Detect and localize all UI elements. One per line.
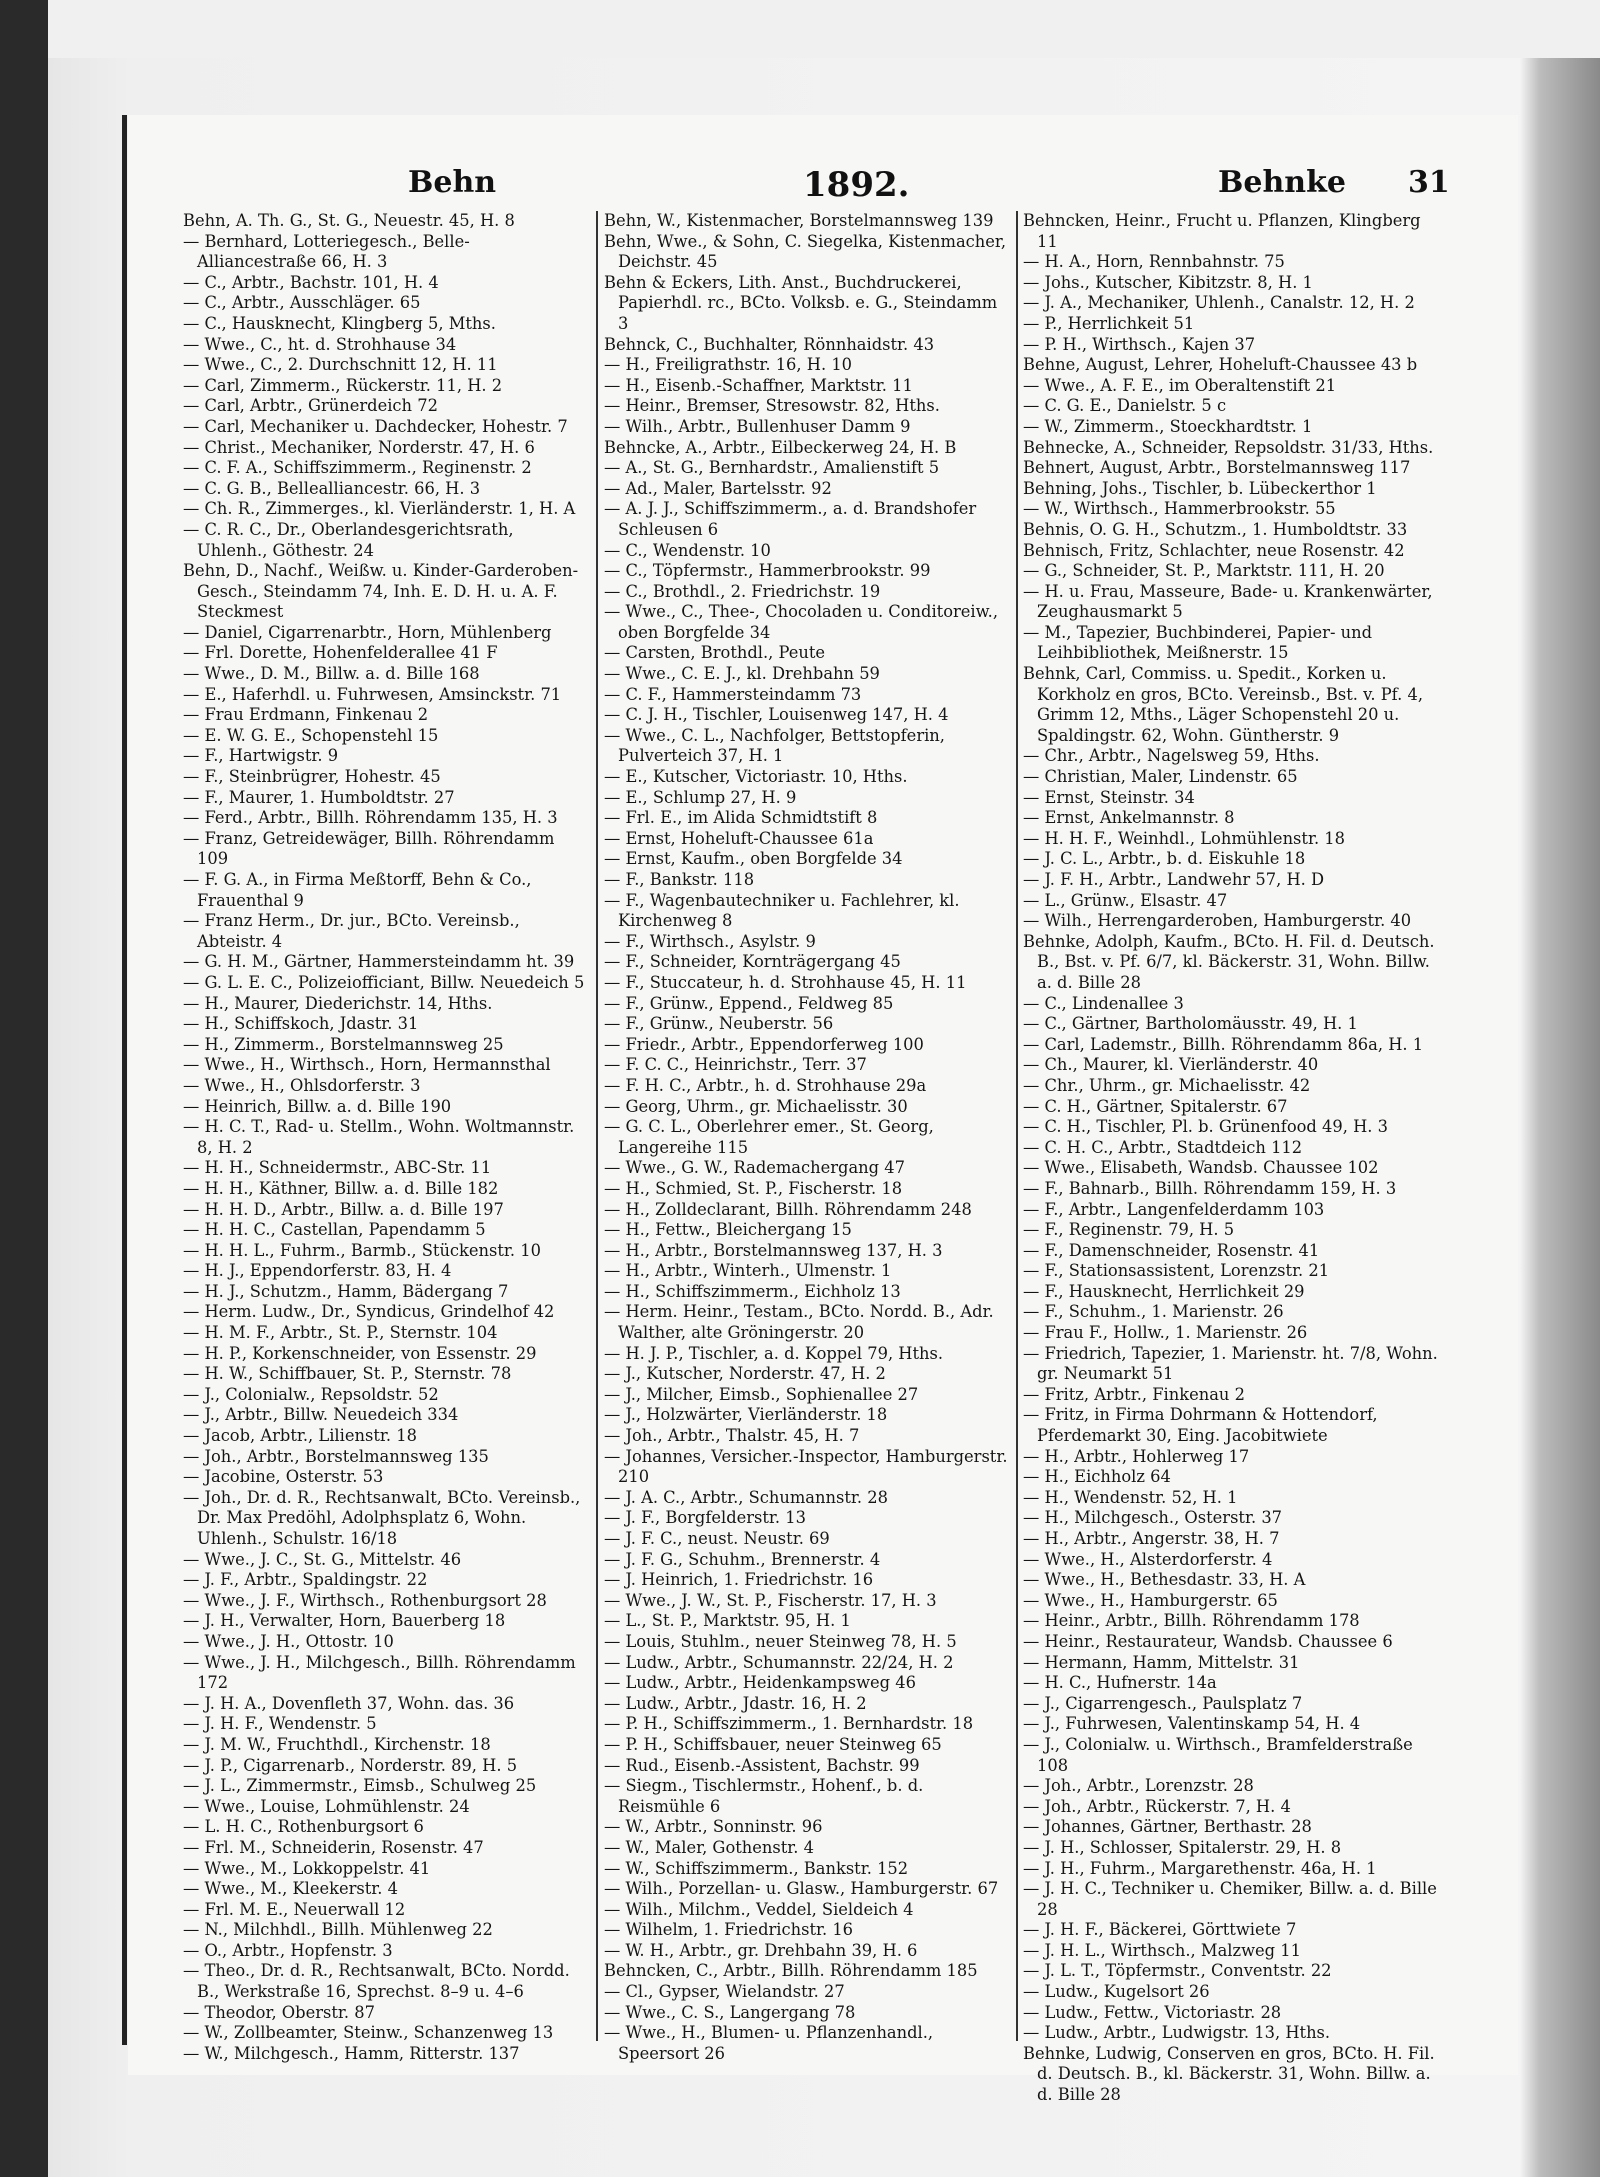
directory-entry: — Wwe., C. S., Langergang 78 <box>604 2002 856 2022</box>
directory-entry: — C., Wendenstr. 10 <box>604 540 771 560</box>
directory-entry: — J., Milcher, Eimsb., Sophienallee 27 <box>604 1384 919 1404</box>
directory-entry: — Heinrich, Billw. a. d. Bille 190 <box>183 1096 452 1116</box>
directory-entry: — Johannes, Versicher.-Inspector, Hamburgerstr. 210 <box>604 1446 1008 1487</box>
directory-entry: — C. F., Hammersteindamm 73 <box>604 684 862 704</box>
directory-entry: — Ch., Maurer, kl. Vierländerstr. 40 <box>1023 1055 1319 1075</box>
directory-entry: — Ludw., Arbtr., Heidenkampsweg 46 <box>604 1673 916 1693</box>
directory-entry: — G. C. L., Oberlehrer emer., St. Georg, Langereihe 115 <box>604 1117 934 1157</box>
directory-entry: — Wwe., A. F. E., im Oberaltenstift 21 <box>1023 375 1337 395</box>
directory-entry: — F., Wagenbautechniker u. Fachlehrer, kl. Kirchenweg 8 <box>604 890 960 931</box>
directory-entry: — H. H. D., Arbtr., Billw. a. d. Bille 197 <box>183 1199 504 1219</box>
directory-entry: — Wilh., Herrengarderoben, Hamburgerstr. 40 <box>1023 911 1412 931</box>
directory-entry: — Frl. M. E., Neuerwall 12 <box>183 1899 406 1919</box>
directory-entry: — H. P., Korkenschneider, von Essenstr. 29 <box>183 1343 537 1363</box>
directory-entry: — F., Hausknecht, Herrlichkeit 29 <box>1023 1281 1305 1301</box>
directory-entry: — Chr., Uhrm., gr. Michaelisstr. 42 <box>1023 1075 1311 1095</box>
directory-entry: — Wwe., M., Kleekerstr. 4 <box>183 1879 399 1899</box>
directory-entry: Behncke, A., Arbtr., Eilbeckerweg 24, H. B <box>604 437 957 457</box>
directory-entry: — H., Maurer, Diederichstr. 14, Hths. <box>183 993 493 1013</box>
directory-entry: — H. H., Schneidermstr., ABC-Str. 11 <box>183 1158 492 1178</box>
directory-entry: — Jacob, Arbtr., Lilienstr. 18 <box>183 1426 417 1446</box>
directory-entry: — Wilh., Porzellan- u. Glasw., Hamburgerstr. 67 <box>604 1879 999 1899</box>
directory-entry: — H., Arbtr., Winterh., Ulmenstr. 1 <box>604 1261 892 1281</box>
directory-entry: — W., Maler, Gothenstr. 4 <box>604 1837 814 1857</box>
directory-entry: — J. A., Mechaniker, Uhlenh., Canalstr. 12, H. 2 <box>1023 293 1415 313</box>
directory-entry: — Siegm., Tischlermstr., Hohenf., b. d. Reismühle 6 <box>604 1776 924 1816</box>
directory-entry: Behnk, Carl, Commiss. u. Spedit., Korken u. Korkholz en gros, BCto. Vereinsb., Bst. v. Pf. 4, Grimm 12, Mths., Läger Schopenstehl 20 u. Spaldingstr. 62, Wohn. Güntherstr. 9 <box>1023 664 1423 745</box>
directory-entry: — J., Colonialw. u. Wirthsch., Bramfelderstraße 108 <box>1023 1734 1413 1775</box>
directory-entry: — Carl, Zimmerm., Rückerstr. 11, H. 2 <box>183 375 503 395</box>
directory-entry: — F., Damenschneider, Rosenstr. 41 <box>1023 1240 1320 1260</box>
directory-entry: — J., Fuhrwesen, Valentinskamp 54, H. 4 <box>1023 1714 1361 1734</box>
directory-entry: — O., Arbtr., Hopfenstr. 3 <box>183 1940 393 1960</box>
page-spine-line <box>122 115 127 2045</box>
directory-entry: — Joh., Arbtr., Rückerstr. 7, H. 4 <box>1023 1796 1291 1816</box>
directory-entry: — C., Hausknecht, Klingberg 5, Mths. <box>183 313 496 333</box>
directory-entry: — C., Arbtr., Bachstr. 101, H. 4 <box>183 272 439 292</box>
directory-entry: — G., Schneider, St. P., Marktstr. 111, H. 20 <box>1023 561 1385 581</box>
directory-entry: — Joh., Arbtr., Borstelmannsweg 135 <box>183 1446 489 1466</box>
directory-entry: — Wwe., J. H., Milchgesch., Billh. Röhrendamm 172 <box>183 1652 576 1693</box>
directory-entry: — E. W. G. E., Schopenstehl 15 <box>183 725 439 745</box>
directory-entry: — L., Grünw., Elsastr. 47 <box>1023 890 1228 910</box>
directory-entry: — C. G. B., Bellealliancestr. 66, H. 3 <box>183 478 481 498</box>
directory-entry: — Wwe., J. C., St. G., Mittelstr. 46 <box>183 1549 462 1569</box>
directory-entry: — Wwe., H., Hamburgerstr. 65 <box>1023 1590 1278 1610</box>
directory-entry: — J. L., Zimmermstr., Eimsb., Schulweg 25 <box>183 1776 537 1796</box>
directory-entry: — Wilh., Arbtr., Bullenhuser Damm 9 <box>604 416 911 436</box>
directory-entry: — Friedrich, Tapezier, 1. Marienstr. ht. 7/8, Wohn. gr. Neumarkt 51 <box>1023 1343 1438 1384</box>
directory-entry: — J. M. W., Fruchthdl., Kirchenstr. 18 <box>183 1734 491 1754</box>
directory-entry: — C. F. A., Schiffszimmerm., Reginenstr. 2 <box>183 458 532 478</box>
directory-entry: — Wwe., Elisabeth, Wandsb. Chaussee 102 <box>1023 1158 1379 1178</box>
directory-entry: — J. F. H., Arbtr., Landwehr 57, H. D <box>1023 870 1325 889</box>
directory-entry: — H. M. F., Arbtr., St. P., Sternstr. 104 <box>183 1323 498 1343</box>
directory-entry: — C., Gärtner, Bartholomäusstr. 49, H. 1 <box>1023 1014 1358 1034</box>
directory-entry: Behnecke, A., Schneider, Repsoldstr. 31/33, Hths. <box>1023 437 1434 457</box>
directory-entry: — Frl. M., Schneiderin, Rosenstr. 47 <box>183 1837 484 1857</box>
directory-entry: — Wwe., J. F., Wirthsch., Rothenburgsort 28 <box>183 1590 547 1610</box>
directory-entry: — Fritz, in Firma Dohrmann & Hottendorf, Pferdemarkt 30, Eing. Jacobitwiete <box>1023 1405 1378 1446</box>
directory-entry: — P. H., Wirthsch., Kajen 37 <box>1023 334 1256 354</box>
directory-entry: — Ernst, Ankelmannstr. 8 <box>1023 808 1235 828</box>
directory-entry: Behnisch, Fritz, Schlachter, neue Rosenstr. 42 <box>1023 540 1405 560</box>
directory-entry: — Wwe., C. E. J., kl. Drehbahn 59 <box>604 664 880 684</box>
left-running-head: Behn <box>408 165 497 200</box>
directory-column-1 <box>183 211 588 2061</box>
directory-entry: — J. H. A., Dovenfleth 37, Wohn. das. 36 <box>183 1693 515 1713</box>
directory-entry: — H. J. P., Tischler, a. d. Koppel 79, Hths. <box>604 1343 944 1363</box>
directory-entry: — Frau Erdmann, Finkenau 2 <box>183 705 429 725</box>
directory-entry: Behn, Wwe., & Sohn, C. Siegelka, Kistenmacher, Deichstr. 45 <box>604 231 1007 272</box>
directory-entry: — H. W., Schiffbauer, St. P., Sternstr. 78 <box>183 1364 512 1384</box>
directory-entry: Behncken, C., Arbtr., Billh. Röhrendamm 185 <box>604 1961 978 1981</box>
directory-entry: Behnck, C., Buchhalter, Rönnhaidstr. 43 <box>604 334 935 354</box>
directory-entry: — Ferd., Arbtr., Billh. Röhrendamm 135, H. 3 <box>183 808 558 828</box>
directory-entry: — Ludw., Kugelsort 26 <box>1023 1982 1210 2002</box>
directory-entry: — F., Steinbrügrer, Hohestr. 45 <box>183 767 441 787</box>
directory-entry: — F., Wirthsch., Asylstr. 9 <box>604 931 816 951</box>
directory-entry: — H. C., Hufnerstr. 14a <box>1023 1673 1217 1693</box>
directory-entry: — J., Kutscher, Norderstr. 47, H. 2 <box>604 1364 886 1384</box>
directory-entry: — J. H., Verwalter, Horn, Bauerberg 18 <box>183 1611 506 1631</box>
directory-entry: — F., Grünw., Eppend., Feldweg 85 <box>604 993 894 1013</box>
directory-entry: — H., Wendenstr. 52, H. 1 <box>1023 1487 1238 1507</box>
directory-entry: Behne, August, Lehrer, Hoheluft-Chaussee 43 b <box>1023 355 1418 375</box>
directory-entry: — Herm. Heinr., Testam., BCto. Nordd. B., Adr. Walther, alte Gröningerstr. 20 <box>604 1302 994 1343</box>
directory-entry: — P., Herrlichkeit 51 <box>1023 313 1195 333</box>
directory-entry: — H., Milchgesch., Osterstr. 37 <box>1023 1508 1283 1528</box>
directory-entry: — Ch. R., Zimmerges., kl. Vierländerstr. 1, H. A <box>183 499 576 519</box>
directory-entry: — Ludw., Arbtr., Ludwigstr. 13, Hths. <box>1023 2023 1331 2043</box>
directory-entry: — F., Schuhm., 1. Marienstr. 26 <box>1023 1302 1284 1322</box>
directory-entry: — Wwe., C., ht. d. Strohhause 34 <box>183 334 457 354</box>
directory-entry: — Theodor, Oberstr. 87 <box>183 2002 375 2022</box>
directory-entry: — P. H., Schiffsbauer, neuer Steinweg 65 <box>604 1734 942 1754</box>
directory-entry: — Franz, Getreidewäger, Billh. Röhrendamm 109 <box>183 828 555 869</box>
directory-entry: — Ernst, Kaufm., oben Borgfelde 34 <box>604 849 903 869</box>
directory-entry: — Wwe., D. M., Billw. a. d. Bille 168 <box>183 664 480 684</box>
directory-entry: — J. H., Schlosser, Spitalerstr. 29, H. 8 <box>1023 1837 1342 1857</box>
directory-entry: — J. Heinrich, 1. Friedrichstr. 16 <box>604 1570 874 1590</box>
directory-entry: — Heinr., Arbtr., Billh. Röhrendamm 178 <box>1023 1611 1360 1631</box>
directory-entry: — H., Schiffskoch, Jdastr. 31 <box>183 1014 419 1034</box>
directory-entry: — H. H. F., Weinhdl., Lohmühlenstr. 18 <box>1023 828 1346 848</box>
directory-entry: — J. F., Borgfelderstr. 13 <box>604 1508 806 1528</box>
directory-entry: — Wwe., J. H., Ottostr. 10 <box>183 1631 394 1651</box>
directory-entry: — Chr., Arbtr., Nagelsweg 59, Hths. <box>1023 746 1320 766</box>
directory-entry: — Wwe., G. W., Rademachergang 47 <box>604 1158 905 1178</box>
directory-entry: — Carsten, Brothdl., Peute <box>604 643 826 663</box>
directory-entry: — J. H. C., Techniker u. Chemiker, Billw. a. d. Bille 28 <box>1023 1879 1437 1919</box>
scan-top-margin <box>48 0 1600 58</box>
directory-entry: — F., Stationsassistent, Lorenzstr. 21 <box>1023 1261 1330 1281</box>
directory-entry: — Georg, Uhrm., gr. Michaelisstr. 30 <box>604 1096 908 1116</box>
directory-entry: — Frl. Dorette, Hohenfelderallee 41 F <box>183 643 498 663</box>
directory-entry: — Wwe., M., Lokkoppelstr. 41 <box>183 1858 431 1878</box>
right-running-head: Behnke <box>1218 165 1346 200</box>
directory-entry: — H. H. C., Castellan, Papendamm 5 <box>183 1220 486 1240</box>
directory-entry: — Heinr., Restaurateur, Wandsb. Chaussee 6 <box>1023 1631 1393 1651</box>
directory-entry: — Ludw., Arbtr., Schumannstr. 22/24, H. 2 <box>604 1652 954 1672</box>
directory-entry: — J. F. G., Schuhm., Brennerstr. 4 <box>604 1549 881 1569</box>
directory-entry: — Christ., Mechaniker, Norderstr. 47, H. 6 <box>183 437 535 457</box>
directory-entry: Behn, D., Nachf., Weißw. u. Kinder-Garderoben-Gesch., Steindamm 74, Inh. E. D. H. u. A. F. Steckmest <box>183 561 579 622</box>
directory-entry: — J. A. C., Arbtr., Schumannstr. 28 <box>604 1487 888 1507</box>
directory-entry: Behn & Eckers, Lith. Anst., Buchdruckerei, Papierhdl. rc., BCto. Volksb. e. G., Steindamm 3 <box>604 272 998 333</box>
directory-entry: — W. H., Arbtr., gr. Drehbahn 39, H. 6 <box>604 1940 918 1960</box>
directory-entry: — Joh., Dr. d. R., Rechtsanwalt, BCto. Vereinsb., Dr. Max Predöhl, Adolphsplatz 6, Wohn. Uhlenh., Schulstr. 16/18 <box>183 1487 581 1548</box>
directory-entry: — E., Kutscher, Victoriastr. 10, Hths. <box>604 767 908 787</box>
directory-entry: — H. J., Schutzm., Hamm, Bädergang 7 <box>183 1281 509 1301</box>
directory-entry: — Wwe., Louise, Lohmühlenstr. 24 <box>183 1796 470 1816</box>
directory-entry: — H., Arbtr., Borstelmannsweg 137, H. 3 <box>604 1240 943 1260</box>
directory-entry: — F. H. C., Arbtr., h. d. Strohhause 29a <box>604 1075 927 1095</box>
directory-entry: — W., Zimmerm., Stoeckhardtstr. 1 <box>1023 416 1313 436</box>
directory-entry: — H., Zimmerm., Borstelmannsweg 25 <box>183 1034 504 1054</box>
directory-entry: Behn, A. Th. G., St. G., Neuestr. 45, H. 8 <box>183 211 515 230</box>
directory-entry: — F., Stuccateur, h. d. Strohhause 45, H. 11 <box>604 972 967 992</box>
directory-entry: — C. J. H., Tischler, Louisenweg 147, H. 4 <box>604 705 949 725</box>
directory-entry: — J. H. F., Bäckerei, Görttwiete 7 <box>1023 1920 1297 1940</box>
directory-entry: — C. H. C., Arbtr., Stadtdeich 112 <box>1023 1137 1303 1157</box>
directory-entry: — Ludw., Fettw., Victoriastr. 28 <box>1023 2002 1282 2022</box>
directory-entry: — C., Brothdl., 2. Friedrichstr. 19 <box>604 581 881 601</box>
directory-entry: Behnke, Adolph, Kaufm., BCto. H. Fil. d. Deutsch. B., Bst. v. Pf. 6/7, kl. Bäckerstr. 31, Wohn. Billw. a. d. Bille 28 <box>1023 931 1435 992</box>
directory-entry: — Wwe., C., 2. Durchschnitt 12, H. 11 <box>183 355 498 375</box>
directory-entry: — C. H., Gärtner, Spitalerstr. 67 <box>1023 1096 1288 1116</box>
directory-entry: — C. G. E., Danielstr. 5 c <box>1023 396 1227 416</box>
directory-entry: — H. u. Frau, Masseure, Bade- u. Krankenwärter, Zeughausmarkt 5 <box>1023 581 1433 622</box>
directory-entry: — J., Arbtr., Billw. Neuedeich 334 <box>183 1405 459 1425</box>
directory-entry: — Wilhelm, 1. Friedrichstr. 16 <box>604 1920 854 1940</box>
directory-entry: — W., Zollbeamter, Steinw., Schanzenweg 13 <box>183 2023 554 2043</box>
directory-entry: — L., St. P., Marktstr. 95, H. 1 <box>604 1611 851 1631</box>
directory-entry: — Theo., Dr. d. R., Rechtsanwalt, BCto. Nordd. B., Werkstraße 16, Sprechst. 8–9 u. 4–6 <box>183 1961 570 2002</box>
directory-entry: — H., Schmied, St. P., Fischerstr. 18 <box>604 1178 903 1198</box>
directory-entry: — Friedr., Arbtr., Eppendorferweg 100 <box>604 1034 924 1054</box>
directory-entry: — L. H. C., Rothenburgsort 6 <box>183 1817 424 1837</box>
directory-entry: — W., Arbtr., Sonninstr. 96 <box>604 1817 823 1837</box>
directory-entry: — H., Eichholz 64 <box>1023 1467 1171 1487</box>
directory-entry: — H., Eisenb.-Schaffner, Marktstr. 11 <box>604 375 913 395</box>
directory-entry: — J. H. L., Wirthsch., Malzweg 11 <box>1023 1940 1301 1960</box>
page-header <box>178 165 1518 215</box>
directory-entry: — Cl., Gypser, Wielandstr. 27 <box>604 1982 845 2002</box>
directory-entry: — Joh., Arbtr., Lorenzstr. 28 <box>1023 1776 1254 1796</box>
directory-entry: — M., Tapezier, Buchbinderei, Papier- und Leihbibliothek, Meißnerstr. 15 <box>1023 622 1373 663</box>
directory-page <box>128 115 1518 2105</box>
directory-entry: — Heinr., Bremser, Stresowstr. 82, Hths. <box>604 396 940 416</box>
directory-entry: — H., Arbtr., Hohlerweg 17 <box>1023 1446 1250 1466</box>
directory-entry: — H. A., Horn, Rennbahnstr. 75 <box>1023 252 1285 272</box>
directory-entry: — H., Zolldeclarant, Billh. Röhrendamm 248 <box>604 1199 972 1219</box>
directory-entry: — Wwe., C., Thee-, Chocoladen u. Conditoreiw., oben Borgfelde 34 <box>604 602 998 642</box>
directory-entry: — F., Hartwigstr. 9 <box>183 746 339 766</box>
directory-entry: Behn, W., Kistenmacher, Borstelmannsweg 139 <box>604 211 994 230</box>
directory-entry: — Wwe., H., Blumen- u. Pflanzenhandl., Speersort 26 <box>604 2023 934 2063</box>
page-number: 31 <box>1408 165 1450 200</box>
directory-entry: Behning, Johs., Tischler, b. Lübeckerthor 1 <box>1023 478 1377 498</box>
directory-entry: — J. F. C., neust. Neustr. 69 <box>604 1529 830 1548</box>
directory-entry: — J. H. F., Wendenstr. 5 <box>183 1714 377 1734</box>
directory-entry: — Christian, Maler, Lindenstr. 65 <box>1023 767 1298 787</box>
directory-entry: — F., Bankstr. 118 <box>604 870 755 889</box>
directory-entry: — J. H., Fuhrm., Margarethenstr. 46a, H. 1 <box>1023 1858 1377 1878</box>
directory-entry: — Carl, Lademstr., Billh. Röhrendamm 86a, H. 1 <box>1023 1034 1424 1054</box>
directory-entry: — Wilh., Milchm., Veddel, Sieldeich 4 <box>604 1899 914 1919</box>
directory-entry: — F., Grünw., Neuberstr. 56 <box>604 1014 834 1034</box>
directory-entry: — J., Holzwärter, Vierländerstr. 18 <box>604 1405 888 1425</box>
directory-entry: — Herm. Ludw., Dr., Syndicus, Grindelhof 42 <box>183 1302 555 1322</box>
directory-entry: — Wwe., H., Bethesdastr. 33, H. A <box>1023 1570 1306 1590</box>
directory-entry: — P. H., Schiffszimmerm., 1. Bernhardstr. 18 <box>604 1714 974 1734</box>
directory-entry: — Louis, Stuhlm., neuer Steinweg 78, H. 5 <box>604 1631 957 1651</box>
directory-entry: — Frau F., Hollw., 1. Marienstr. 26 <box>1023 1323 1308 1343</box>
directory-entry: — C., Arbtr., Ausschläger. 65 <box>183 293 421 313</box>
directory-entry: — Carl, Arbtr., Grünerdeich 72 <box>183 396 438 416</box>
directory-entry: — F. G. A., in Firma Meßtorff, Behn & Co., Frauenthal 9 <box>183 870 532 910</box>
directory-entry: — H., Freiligrathstr. 16, H. 10 <box>604 355 853 375</box>
directory-entry: — C. R. C., Dr., Oberlandesgerichtsrath, Uhlenh., Göthestr. 24 <box>183 519 514 560</box>
directory-entry: — Ernst, Hoheluft-Chaussee 61a <box>604 828 874 848</box>
directory-entry: — A. J. J., Schiffszimmerm., a. d. Brandshofer Schleusen 6 <box>604 499 977 539</box>
directory-entry: — Daniel, Cigarrenarbtr., Horn, Mühlenberg <box>183 622 552 642</box>
directory-entry: — J. F., Arbtr., Spaldingstr. 22 <box>183 1570 428 1590</box>
directory-entry: — F., Reginenstr. 79, H. 5 <box>1023 1220 1235 1240</box>
directory-entry: — A., St. G., Bernhardstr., Amalienstift 5 <box>604 458 940 478</box>
directory-entry: — F., Bahnarb., Billh. Röhrendamm 159, H. 3 <box>1023 1178 1397 1198</box>
directory-entry: — F. C. C., Heinrichstr., Terr. 37 <box>604 1055 867 1075</box>
directory-entry: — N., Milchhdl., Billh. Mühlenweg 22 <box>183 1920 493 1940</box>
directory-entry: — Johannes, Gärtner, Berthastr. 28 <box>1023 1817 1312 1837</box>
directory-entry: — G. L. E. C., Polizeiofficiant, Billw. Neuedeich 5 <box>183 972 585 992</box>
directory-entry: — H., Fettw., Bleichergang 15 <box>604 1220 852 1240</box>
directory-entry: — C., Lindenallee 3 <box>1023 993 1184 1013</box>
directory-entry: — Johs., Kutscher, Kibitzstr. 8, H. 1 <box>1023 272 1313 292</box>
directory-entry: — J. C. L., Arbtr., b. d. Eiskuhle 18 <box>1023 849 1306 869</box>
directory-entry: — C., Töpfermstr., Hammerbrookstr. 99 <box>604 561 931 581</box>
directory-entry: Behnert, August, Arbtr., Borstelmannsweg 117 <box>1023 458 1411 478</box>
column-divider <box>596 211 598 2041</box>
directory-entry: — W., Milchgesch., Hamm, Ritterstr. 137 <box>183 2043 520 2063</box>
directory-entry: — Wwe., J. W., St. P., Fischerstr. 17, H. 3 <box>604 1590 937 1610</box>
directory-entry: — H. C. T., Rad- u. Stellm., Wohn. Woltmannstr. 8, H. 2 <box>183 1117 575 1157</box>
directory-entry: — Hermann, Hamm, Mittelstr. 31 <box>1023 1652 1300 1672</box>
directory-entry: — H. J., Eppendorferstr. 83, H. 4 <box>183 1261 452 1281</box>
directory-entry: — H. H., Käthner, Billw. a. d. Bille 182 <box>183 1178 499 1198</box>
directory-entry: — F., Maurer, 1. Humboldtstr. 27 <box>183 787 455 807</box>
directory-entry: — G. H. M., Gärtner, Hammersteindamm ht. 39 <box>183 952 575 972</box>
directory-entry: — Ludw., Arbtr., Jdastr. 16, H. 2 <box>604 1693 867 1713</box>
directory-entry: — H. H. L., Fuhrm., Barmb., Stückenstr. 10 <box>183 1240 541 1260</box>
directory-entry: — Carl, Mechaniker u. Dachdecker, Hohestr. 7 <box>183 416 568 436</box>
directory-entry: — Bernhard, Lotteriegesch., Belle-Alliancestraße 66, H. 3 <box>183 231 470 272</box>
directory-entry: — F., Arbtr., Langenfelderdamm 103 <box>1023 1199 1325 1219</box>
directory-entry: — Rud., Eisenb.-Assistent, Bachstr. 99 <box>604 1755 920 1775</box>
directory-entry: — E., Haferhdl. u. Fuhrwesen, Amsinckstr. 71 <box>183 684 562 704</box>
directory-entry: — W., Schiffszimmerm., Bankstr. 152 <box>604 1858 909 1878</box>
directory-entry: Behncken, Heinr., Frucht u. Pflanzen, Klingberg 11 <box>1023 211 1421 251</box>
directory-entry: — Wwe., H., Alsterdorferstr. 4 <box>1023 1549 1273 1569</box>
directory-entry: — Frl. E., im Alida Schmidtstift 8 <box>604 808 878 828</box>
directory-entry: — E., Schlump 27, H. 9 <box>604 787 797 807</box>
directory-entry: — J., Colonialw., Repsoldstr. 52 <box>183 1384 439 1404</box>
directory-entry: — H., Arbtr., Angerstr. 38, H. 7 <box>1023 1529 1280 1548</box>
directory-entry: — Fritz, Arbtr., Finkenau 2 <box>1023 1384 1245 1404</box>
directory-entry: — W., Wirthsch., Hammerbrookstr. 55 <box>1023 499 1336 519</box>
directory-entry: — F., Schneider, Kornträgergang 45 <box>604 952 901 972</box>
directory-entry: — Ad., Maler, Bartelsstr. 92 <box>604 478 832 498</box>
column-divider <box>1016 211 1018 2041</box>
directory-entry: — Jacobine, Osterstr. 53 <box>183 1467 384 1487</box>
directory-entry: — Wwe., H., Ohlsdorferstr. 3 <box>183 1075 421 1095</box>
directory-entry: — J. P., Cigarrenarb., Norderstr. 89, H. 5 <box>183 1755 518 1775</box>
directory-entry: — Ernst, Steinstr. 34 <box>1023 787 1195 807</box>
directory-column-2 <box>604 211 1009 2061</box>
directory-entry: — C. H., Tischler, Pl. b. Grünenfood 49, H. 3 <box>1023 1117 1388 1137</box>
directory-entry: Behnis, O. G. H., Schutzm., 1. Humboldtstr. 33 <box>1023 519 1408 539</box>
directory-column-3 <box>1023 211 1443 2105</box>
directory-entry: — Joh., Arbtr., Thalstr. 45, H. 7 <box>604 1426 860 1446</box>
directory-entry: Behnke, Ludwig, Conserven en gros, BCto. H. Fil. d. Deutsch. B., kl. Bäckerstr. 31, Wohn. Billw. a. d. Bille 28 <box>1023 2043 1435 2105</box>
directory-entry: — Franz Herm., Dr. jur., BCto. Vereinsb., Abteistr. 4 <box>183 911 520 951</box>
directory-entry: — Wwe., H., Wirthsch., Horn, Hermannsthal <box>183 1055 551 1075</box>
directory-entry: — H., Schiffszimmerm., Eichholz 13 <box>604 1281 901 1301</box>
directory-entry: — J., Cigarrengesch., Paulsplatz 7 <box>1023 1693 1303 1713</box>
year-heading: 1892. <box>803 165 910 205</box>
directory-entry: — J. L. T., Töpfermstr., Conventstr. 22 <box>1023 1961 1332 1981</box>
directory-entry: — Wwe., C. L., Nachfolger, Bettstopferin, Pulverteich 37, H. 1 <box>604 725 945 766</box>
